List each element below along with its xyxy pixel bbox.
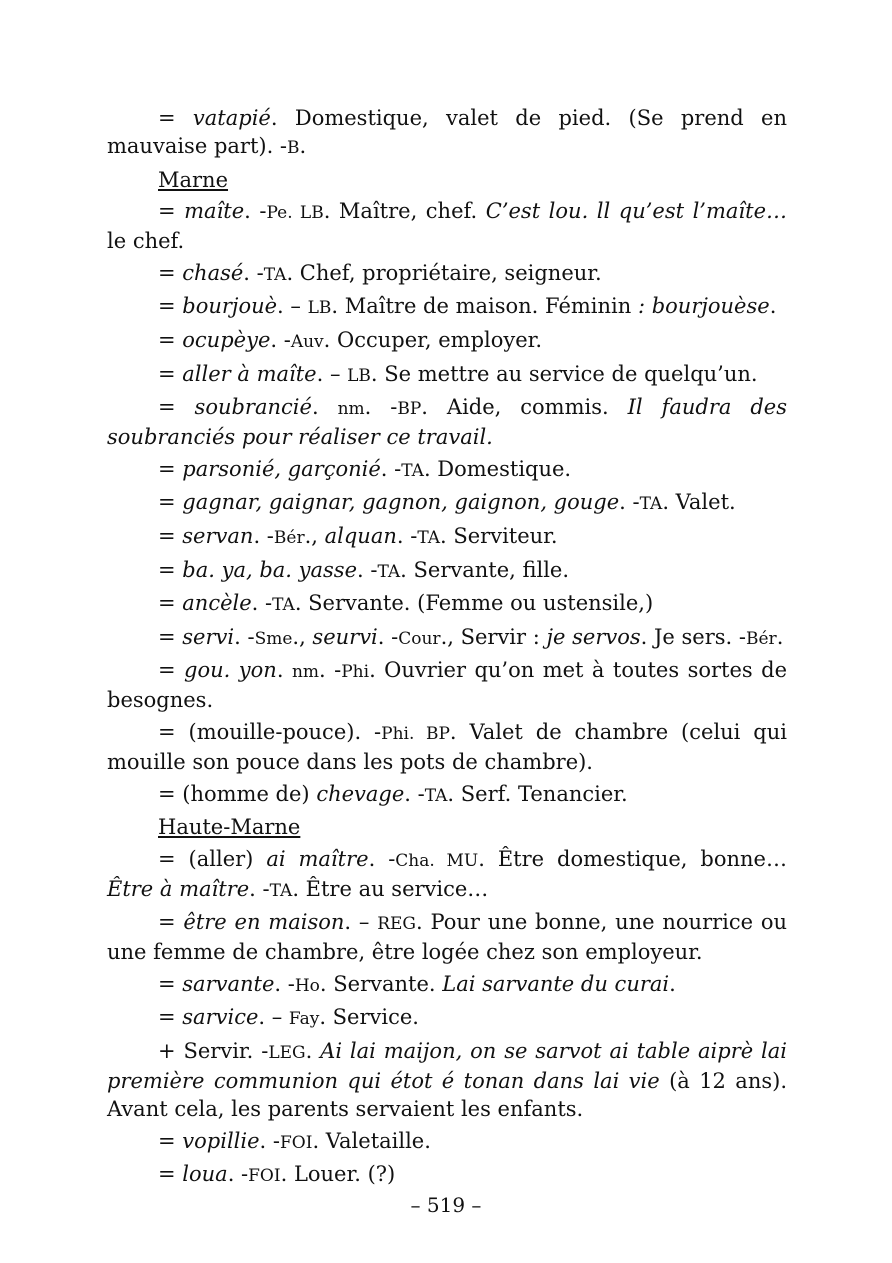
source-abbreviation: nm — [337, 399, 365, 420]
italic-term: Il faudra des soubranciés pour réaliser ce travail. — [107, 395, 787, 450]
text-run: = — [158, 1005, 183, 1030]
italic-term: : bourjouèse — [637, 294, 770, 319]
source-abbreviation: FOI — [279, 1132, 313, 1153]
text-run: . - — [253, 523, 274, 548]
text-run: Marne — [158, 167, 229, 192]
source-abbreviation: TA — [401, 460, 424, 481]
source-abbreviation: TA — [272, 595, 295, 616]
italic-term: ancèle — [182, 591, 252, 616]
text-run: ., — [292, 624, 313, 649]
text-run: . - — [396, 523, 418, 548]
text-run: . - — [251, 591, 273, 616]
dictionary-entry — [107, 488, 787, 518]
text-run: = (mouille-pouce). - — [158, 719, 382, 744]
italic-term: gou. yon — [184, 658, 277, 683]
dictionary-entry — [107, 908, 787, 966]
dictionary-entry — [107, 623, 787, 653]
dictionary-entry — [107, 1127, 787, 1157]
text-run: . Maître de maison. Féminin — [331, 294, 638, 319]
text-run: . Serf. Tenancier. — [447, 781, 628, 806]
source-abbreviation: TA — [377, 561, 401, 582]
text-run: . — [669, 971, 676, 996]
text-run: . – — [277, 294, 308, 319]
text-run: . - — [368, 846, 396, 871]
text-run: . - — [357, 557, 378, 582]
dictionary-entry — [107, 718, 787, 776]
source-abbreviation: Fay — [288, 1009, 320, 1030]
text-run: . Serviteur. — [440, 523, 558, 548]
text-run: . — [305, 1039, 321, 1064]
text-run: = — [158, 456, 183, 481]
text-run: . Valet. — [662, 490, 736, 515]
text-run: . — [276, 658, 292, 683]
text-run: = — [158, 971, 183, 996]
dictionary-entry — [107, 197, 787, 255]
text-run: = — [158, 361, 183, 386]
italic-term: Ai lai maijon, on se sarvot ai table aiprè lai première communion qui étot é tonan dans lai vie — [107, 1039, 787, 1094]
text-run: . – — [344, 910, 378, 935]
source-abbreviation: Ho — [294, 975, 320, 996]
text-run: = — [158, 557, 183, 582]
dictionary-entry — [107, 326, 787, 356]
text-run: = — [158, 658, 185, 683]
text-run: . Service. — [319, 1005, 419, 1030]
text-run: = — [158, 490, 183, 515]
text-run: = — [158, 910, 184, 935]
text-run: . - — [244, 199, 267, 224]
dictionary-entry — [107, 656, 787, 714]
dictionary-entry — [107, 292, 787, 322]
text-run: . - — [364, 395, 398, 420]
dictionary-entry — [107, 556, 787, 586]
italic-term: seurvi — [312, 624, 378, 649]
source-abbreviation: TA — [417, 527, 440, 548]
dictionary-entry — [107, 1037, 787, 1123]
italic-term: maîte — [184, 199, 245, 224]
text-run: + Servir. - — [158, 1039, 269, 1064]
text-run: . Servante, fille. — [400, 557, 570, 582]
source-abbreviation: REG — [377, 914, 416, 935]
text-run: = — [158, 523, 183, 548]
text-run: = — [158, 395, 195, 420]
text-run: le chef. — [107, 229, 185, 254]
source-abbreviation: Sme — [254, 628, 293, 649]
italic-term: Lai sarvante du curai — [442, 971, 670, 996]
source-abbreviation: B — [287, 138, 300, 158]
text-run: . — [299, 134, 307, 158]
italic-term: chasé — [182, 260, 244, 285]
dictionary-entry — [107, 1160, 787, 1190]
text-run: . — [769, 294, 777, 319]
text-run: Haute-Marne — [158, 815, 301, 840]
text-run: . — [776, 624, 784, 649]
dictionary-entry — [107, 455, 787, 485]
source-abbreviation: nm — [291, 662, 320, 683]
text-run: . Valetaille. — [312, 1128, 431, 1153]
text-run: . - — [227, 1162, 249, 1187]
text-run: . Être domestique, bonne… — [478, 846, 787, 871]
text-run: . Se mettre au service de quelqu’un. — [370, 361, 758, 386]
text-run: . Louer. (?) — [280, 1162, 396, 1187]
source-abbreviation: LEG — [268, 1043, 306, 1064]
source-abbreviation: Phi — [341, 662, 370, 683]
italic-term: bourjouè — [182, 294, 278, 319]
dictionary-entry — [107, 104, 787, 162]
source-abbreviation: TA — [424, 785, 448, 806]
italic-term: C’est lou. ll qu’est l’maîte… — [485, 199, 787, 224]
text-run: . Aide, commis. — [421, 395, 628, 420]
text-run: . Être au service… — [292, 876, 489, 901]
dictionary-entry — [107, 360, 787, 390]
text-run: . – — [258, 1005, 289, 1030]
text-run: = — [158, 591, 183, 616]
text-run: = — [158, 624, 183, 649]
text-run: = — [158, 199, 185, 224]
source-abbreviation: BP — [397, 399, 422, 420]
text-run: . Ouvrier qu’on met à toutes sortes de besognes. — [107, 658, 787, 713]
italic-term: ocupèye — [182, 327, 271, 352]
source-abbreviation: Auv — [290, 331, 324, 352]
source-abbreviation: TA — [269, 880, 293, 901]
italic-term: gagnar, gaignar, gagnon, gaignon, gouge — [182, 490, 620, 515]
text-run: . Je sers. - — [640, 624, 746, 649]
text-run: = — [158, 327, 183, 352]
italic-term: être en maison — [183, 910, 345, 935]
text-run: . - — [259, 1128, 280, 1153]
text-run: = — [158, 294, 183, 319]
text-run: = — [158, 1162, 183, 1187]
text-run: . - — [234, 624, 255, 649]
text-run: . Maître, chef. — [323, 199, 486, 224]
text-run: = — [158, 106, 193, 130]
source-abbreviation: Cour — [398, 628, 441, 649]
text-run: . – — [316, 361, 348, 386]
text-run: = (aller) — [158, 846, 267, 871]
text-run: . Servante. — [319, 971, 443, 996]
text-run: . - — [270, 327, 291, 352]
dictionary-entry — [107, 522, 787, 552]
italic-term: vatapié — [192, 106, 271, 130]
text-run: (à 12 ans). Avant cela, les parents servaient les enfants. — [107, 1069, 787, 1122]
italic-term: servi — [182, 624, 235, 649]
source-abbreviation: LB — [347, 365, 371, 386]
italic-term: loua — [182, 1162, 228, 1187]
dictionary-entry — [107, 1003, 787, 1033]
italic-term: je servos — [546, 624, 641, 649]
source-abbreviation: Bér — [273, 527, 305, 548]
italic-term: sarvice — [182, 1005, 259, 1030]
text-run: . - — [619, 490, 640, 515]
dictionary-entry — [107, 970, 787, 1000]
text-run: . — [311, 395, 338, 420]
italic-term: sarvante — [182, 971, 275, 996]
text-run: ., Servir : — [440, 624, 547, 649]
source-abbreviation: TA — [639, 494, 663, 515]
text-run: . - — [380, 456, 402, 481]
source-abbreviation: FOI — [248, 1166, 281, 1187]
source-abbreviation: LB — [307, 298, 332, 319]
text-run: . - — [377, 624, 399, 649]
source-abbreviation: Phi. BP — [381, 723, 450, 744]
italic-term: ba. ya, ba. yasse — [182, 557, 358, 582]
text-run: . - — [249, 876, 270, 901]
source-abbreviation: Bér — [746, 628, 777, 649]
page-body — [107, 104, 787, 1194]
italic-term: vopillie — [182, 1128, 260, 1153]
source-abbreviation: Pe. LB — [266, 203, 324, 224]
source-abbreviation: Cha. MU — [395, 850, 479, 871]
section-heading — [107, 813, 787, 841]
italic-term: servan — [182, 523, 254, 548]
dictionary-entry — [107, 845, 787, 905]
dictionary-entry — [107, 589, 787, 619]
page-number: – 519 – — [410, 1193, 482, 1217]
dictionary-entry — [107, 780, 787, 810]
section-heading — [107, 166, 787, 194]
text-run: . Chef, propriétaire, seigneur. — [286, 260, 602, 285]
text-run: = — [158, 260, 183, 285]
dictionary-entry — [107, 259, 787, 289]
italic-term: ai maître — [266, 846, 369, 871]
italic-term: Être à maître — [107, 876, 250, 901]
italic-term: parsonié, garçonié — [182, 456, 381, 481]
text-run: . Domestique. — [423, 456, 572, 481]
text-run: = — [158, 1128, 183, 1153]
text-run: . Servante. (Femme ou ustensile,) — [294, 591, 654, 616]
text-run: = (homme de) — [158, 781, 317, 806]
text-run: . Domestique, valet de pied. (Se prend en mauvaise part). - — [107, 106, 787, 158]
italic-term: aller à maîte — [182, 361, 317, 386]
italic-term: alquan — [324, 523, 397, 548]
text-run: . - — [404, 781, 425, 806]
text-run: . - — [319, 658, 342, 683]
text-run: . Valet de chambre (celui qui mouille son pouce dans les pots de chambre). — [107, 719, 787, 774]
italic-term: soubrancié — [194, 395, 312, 420]
dictionary-entry — [107, 393, 787, 451]
text-run: . Pour une bonne, une nourrice ou une femme de chambre, être logée chez son employeur. — [107, 910, 788, 965]
source-abbreviation: TA — [263, 264, 287, 285]
text-run: ., — [304, 523, 325, 548]
text-run: . - — [243, 260, 264, 285]
text-run: . - — [274, 971, 295, 996]
italic-term: chevage — [316, 781, 405, 806]
text-run: . Occuper, employer. — [323, 327, 543, 352]
